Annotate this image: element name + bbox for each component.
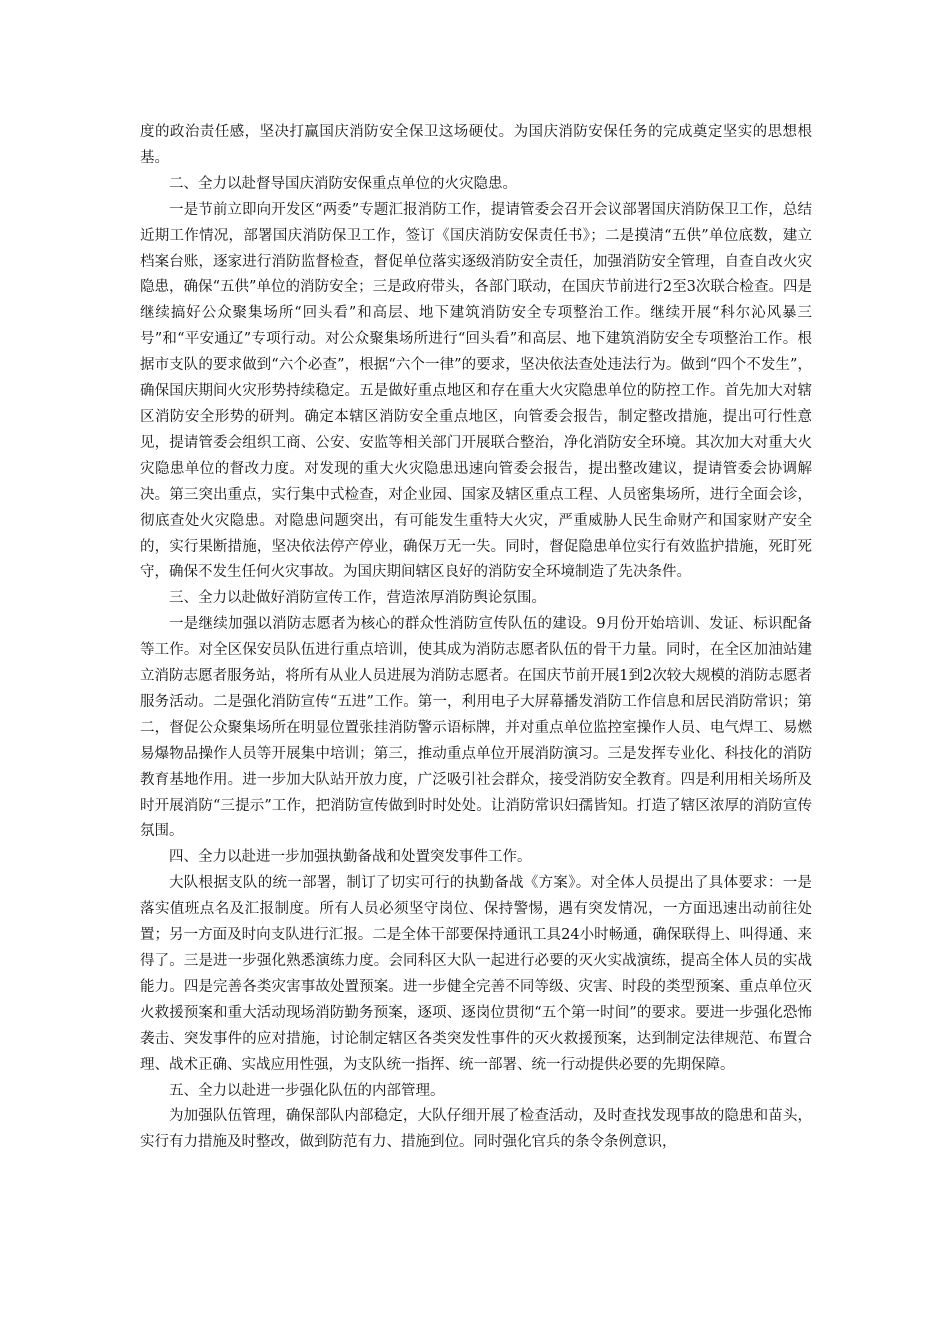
body-paragraph: 为加强队伍管理，确保部队内部稳定，大队仔细开展了检查活动，及时查找发现事故的隐患和苗头，实行有力措施及时整改，做到防范有力、措施到位。同时强化官兵的条令条例意识，	[140, 1108, 812, 1151]
section-heading: 五、全力以赴进一步强化队伍的内部管理。	[169, 1082, 445, 1099]
body-paragraph: 大队根据支队的统一部署，制订了切实可行的执勤备战《方案》。对全体人员提出了具体要求：一是落实值班点名及汇报制度。所有人员必须坚守岗位、保持警惕，遇有突发情况，一方面迅速出动前往处置；另一方面及时向支队进行汇报。二是全体干部要保持通讯工具24小时畅通，确保联得上、叫得通、来得了。三是进一步强化熟悉演练力度。会同科区大队一起进行必要的灭火实战演练，提高全体人员的实战能力。四是完善各类灾害事故处置预案。进一步健全完善不同等级、灾害、时段的类型预案、重点单位灭火救援预案和重大活动现场消防勤务预案，逐项、逐岗位贯彻“五个第一时间”的要求。要进一步强化恐怖袭击、突发事件的应对措施，讨论制定辖区各类突发性事件的灭火救援预案，达到制定法律规范、布置合理、战术正确、实战应用性强，为支队统一指挥、统一部署、统一行动提供必要的先期保障。	[140, 875, 812, 1073]
body-paragraph: 一是继续加强以消防志愿者为核心的群众性消防宣传队伍的建设。9月份开始培训、发证、标识配备等工作。对全区保安员队伍进行重点培训，使其成为消防志愿者队伍的骨干力量。同时，在全区加油站建立消防志愿者服务站，将所有从业人员进展为消防志愿者。在国庆节前开展1到2次较大规模的消防志愿者服务活动。二是强化消防宣传“五进”工作。第一，利用电子大屏幕播发消防工作信息和居民消防常识；第二，督促公众聚集场所在明显位置张挂消防警示语标牌，并对重点单位监控室操作人员、电气焊工、易燃易爆物品操作人员等开展集中培训；第三，推动重点单位开展消防演习。三是发挥专业化、科技化的消防教育基地作用。进一步加大队站开放力度，广泛吸引社会群众，接受消防安全教育。四是利用相关场所及时开展消防“三提示”工作，把消防宣传做到时时处处。让消防常识妇孺皆知。打造了辖区浓厚的消防宣传氛围。	[140, 616, 812, 840]
section-heading: 三、全力以赴做好消防宣传工作，营造浓厚消防舆论氛围。	[169, 590, 546, 607]
body-paragraph: 度的政治责任感，坚决打赢国庆消防安全保卫这场硬仗。为国庆消防安保任务的完成奠定坚实的思想根基。	[140, 124, 812, 166]
section-heading: 四、全力以赴进一步加强执勤备战和处置突发事件工作。	[169, 849, 532, 866]
section-heading: 二、全力以赴督导国庆消防安保重点单位的火灾隐患。	[169, 175, 517, 192]
document-page	[140, 120, 812, 1156]
body-paragraph: 一是节前立即向开发区“两委”专题汇报消防工作，提请管委会召开会议部署国庆消防保卫工作，总结近期工作情况，部署国庆消防保卫工作，签订《国庆消防安保责任书》；二是摸清“五供”单位底数，建立档案台账，逐家进行消防监督检查，督促单位落实逐级消防安全责任，加强消防安全管理，自查自改火灾隐患，确保“五供”单位的消防安全；三是政府带头，各部门联动，在国庆节前进行2至3次联合检查。四是继续搞好公众聚集场所“回头看”和高层、地下建筑消防安全专项整治工作。继续开展“科尔沁风暴三号”和“平安通辽”专项行动。对公众聚集场所进行“回头看”和高层、地下建筑消防安全专项整治工作。根据市支队的要求做到“六个必查”，根据“六个一律”的要求，坚决依法查处违法行为。做到“四个不发生”，确保国庆期间火灾形势持续稳定。五是做好重点地区和存在重大火灾隐患单位的防控工作。首先加大对辖区消防安全形势的研判。确定本辖区消防安全重点地区，向管委会报告，制定整改措施，提出可行性意见，提请管委会组织工商、公安、安监等相关部门开展联合整治，净化消防安全环境。其次加大对重大火灾隐患单位的督改力度。对发现的重大火灾隐患迅速向管委会报告，提出整改建议，提请管委会协调解决。第三突出重点，实行集中式检查，对企业园、国家及辖区重点工程、人员密集场所，进行全面会诊，彻底查处火灾隐患。对隐患问题突出，有可能发生重特大火灾，严重威胁人民生命财产和国家财产安全的，实行果断措施，坚决依法停产停业，确保万无一失。同时，督促隐患单位实行有效监护措施，死盯死守，确保不发生任何火灾事故。为国庆期间辖区良好的消防安全环境制造了先决条件。	[140, 201, 812, 581]
